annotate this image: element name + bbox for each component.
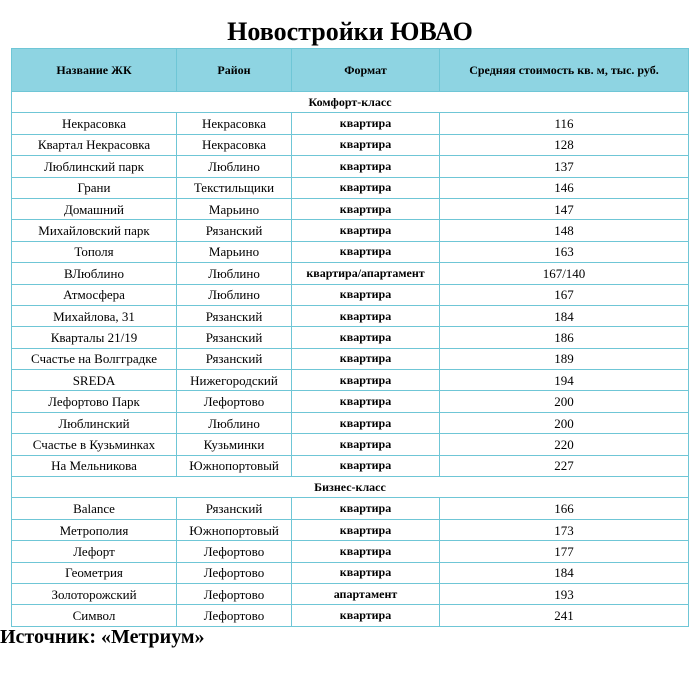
cell-district: Нижегородский <box>177 370 292 391</box>
cell-name: Геометрия <box>12 562 177 583</box>
cell-format: квартира <box>292 562 440 583</box>
cell-district: Рязанский <box>177 348 292 369</box>
table-row <box>12 198 689 219</box>
cell-name: Кварталы 21/19 <box>12 327 177 348</box>
cell-price: 186 <box>440 327 689 348</box>
cell-price: 194 <box>440 370 689 391</box>
cell-format: квартира <box>292 156 440 177</box>
cell-format: квартира <box>292 305 440 326</box>
cell-district: Кузьминки <box>177 434 292 455</box>
cell-name: Люблинский <box>12 412 177 433</box>
cell-format: квартира <box>292 348 440 369</box>
cell-format: квартира <box>292 220 440 241</box>
cell-price: 128 <box>440 134 689 155</box>
cell-format: квартира <box>292 327 440 348</box>
cell-district: Люблино <box>177 263 292 284</box>
cell-price: 147 <box>440 198 689 219</box>
cell-district: Южнопортовый <box>177 455 292 476</box>
cell-name: Атмосфера <box>12 284 177 305</box>
cell-price: 184 <box>440 562 689 583</box>
table-row <box>12 263 689 284</box>
cell-format: квартира <box>292 134 440 155</box>
cell-format: квартира <box>292 605 440 626</box>
table-row <box>12 391 689 412</box>
cell-name: Грани <box>12 177 177 198</box>
cell-district: Марьино <box>177 241 292 262</box>
table-row <box>12 519 689 540</box>
cell-format: квартира <box>292 370 440 391</box>
cell-name: Счастье в Кузьминках <box>12 434 177 455</box>
cell-name: Люблинский парк <box>12 156 177 177</box>
cell-district: Марьино <box>177 198 292 219</box>
cell-name: Квартал Некрасовка <box>12 134 177 155</box>
cell-district: Рязанский <box>177 498 292 519</box>
cell-format: квартира <box>292 455 440 476</box>
cell-price: 166 <box>440 498 689 519</box>
header-price: Средняя стоимость кв. м, тыс. руб. <box>440 49 689 92</box>
cell-district: Люблино <box>177 156 292 177</box>
cell-price: 177 <box>440 541 689 562</box>
cell-format: квартира <box>292 198 440 219</box>
cell-name: Михайлова, 31 <box>12 305 177 326</box>
table-row <box>12 605 689 626</box>
cell-price: 167/140 <box>440 263 689 284</box>
cell-price: 189 <box>440 348 689 369</box>
cell-district: Южнопортовый <box>177 519 292 540</box>
cell-price: 200 <box>440 412 689 433</box>
cell-format: квартира <box>292 113 440 134</box>
table-row <box>12 284 689 305</box>
cell-district: Лефортово <box>177 605 292 626</box>
section-title: Бизнес-класс <box>12 477 689 498</box>
table-row <box>12 455 689 476</box>
table-row <box>12 220 689 241</box>
header-format: Формат <box>292 49 440 92</box>
table-row <box>12 562 689 583</box>
table-row <box>12 412 689 433</box>
section-row <box>12 92 689 113</box>
cell-format: квартира <box>292 541 440 562</box>
cell-format: квартира <box>292 434 440 455</box>
cell-district: Лефортово <box>177 562 292 583</box>
cell-name: Домашний <box>12 198 177 219</box>
cell-name: Balance <box>12 498 177 519</box>
table-row <box>12 498 689 519</box>
cell-district: Некрасовка <box>177 134 292 155</box>
cell-district: Рязанский <box>177 327 292 348</box>
header-district: Район <box>177 49 292 92</box>
cell-price: 184 <box>440 305 689 326</box>
cell-district: Рязанский <box>177 305 292 326</box>
cell-name: Михайловский парк <box>12 220 177 241</box>
cell-price: 220 <box>440 434 689 455</box>
cell-price: 167 <box>440 284 689 305</box>
table-row <box>12 177 689 198</box>
cell-price: 163 <box>440 241 689 262</box>
table-row <box>12 156 689 177</box>
cell-price: 148 <box>440 220 689 241</box>
table-header-row <box>12 49 689 92</box>
cell-name: Золоторожский <box>12 583 177 604</box>
cell-name: На Мельникова <box>12 455 177 476</box>
section-row <box>12 477 689 498</box>
cell-format: квартира <box>292 412 440 433</box>
cell-district: Лефортово <box>177 391 292 412</box>
cell-district: Текстильщики <box>177 177 292 198</box>
cell-district: Люблино <box>177 284 292 305</box>
cell-district: Лефортово <box>177 583 292 604</box>
data-table <box>11 48 689 627</box>
table-row <box>12 241 689 262</box>
cell-price: 241 <box>440 605 689 626</box>
source-note: Источник: «Метриум» <box>0 626 205 648</box>
cell-name: SREDA <box>12 370 177 391</box>
cell-name: Лефорт <box>12 541 177 562</box>
cell-price: 173 <box>440 519 689 540</box>
cell-name: Лефортово Парк <box>12 391 177 412</box>
cell-format: квартира <box>292 391 440 412</box>
table-row <box>12 327 689 348</box>
cell-format: квартира <box>292 177 440 198</box>
cell-district: Некрасовка <box>177 113 292 134</box>
cell-format: квартира <box>292 519 440 540</box>
cell-price: 146 <box>440 177 689 198</box>
cell-name: Символ <box>12 605 177 626</box>
cell-format: квартира <box>292 241 440 262</box>
cell-format: квартира <box>292 284 440 305</box>
cell-district: Рязанский <box>177 220 292 241</box>
table-row <box>12 305 689 326</box>
cell-name: Некрасовка <box>12 113 177 134</box>
table-row <box>12 541 689 562</box>
cell-format: апартамент <box>292 583 440 604</box>
cell-price: 227 <box>440 455 689 476</box>
table-row <box>12 583 689 604</box>
section-title: Комфорт-класс <box>12 92 689 113</box>
cell-name: Метрополия <box>12 519 177 540</box>
cell-district: Лефортово <box>177 541 292 562</box>
cell-price: 116 <box>440 113 689 134</box>
cell-price: 137 <box>440 156 689 177</box>
page-title: Новостройки ЮВАО <box>227 17 473 46</box>
table-row <box>12 134 689 155</box>
cell-price: 193 <box>440 583 689 604</box>
cell-price: 200 <box>440 391 689 412</box>
cell-format: квартира/апартамент <box>292 263 440 284</box>
cell-format: квартира <box>292 498 440 519</box>
header-name: Название ЖК <box>12 49 177 92</box>
table-row <box>12 113 689 134</box>
cell-name: ВЛюблино <box>12 263 177 284</box>
cell-name: Счастье на Волгградке <box>12 348 177 369</box>
table-row <box>12 370 689 391</box>
cell-name: Тополя <box>12 241 177 262</box>
table-row <box>12 348 689 369</box>
table-row <box>12 434 689 455</box>
cell-district: Люблино <box>177 412 292 433</box>
